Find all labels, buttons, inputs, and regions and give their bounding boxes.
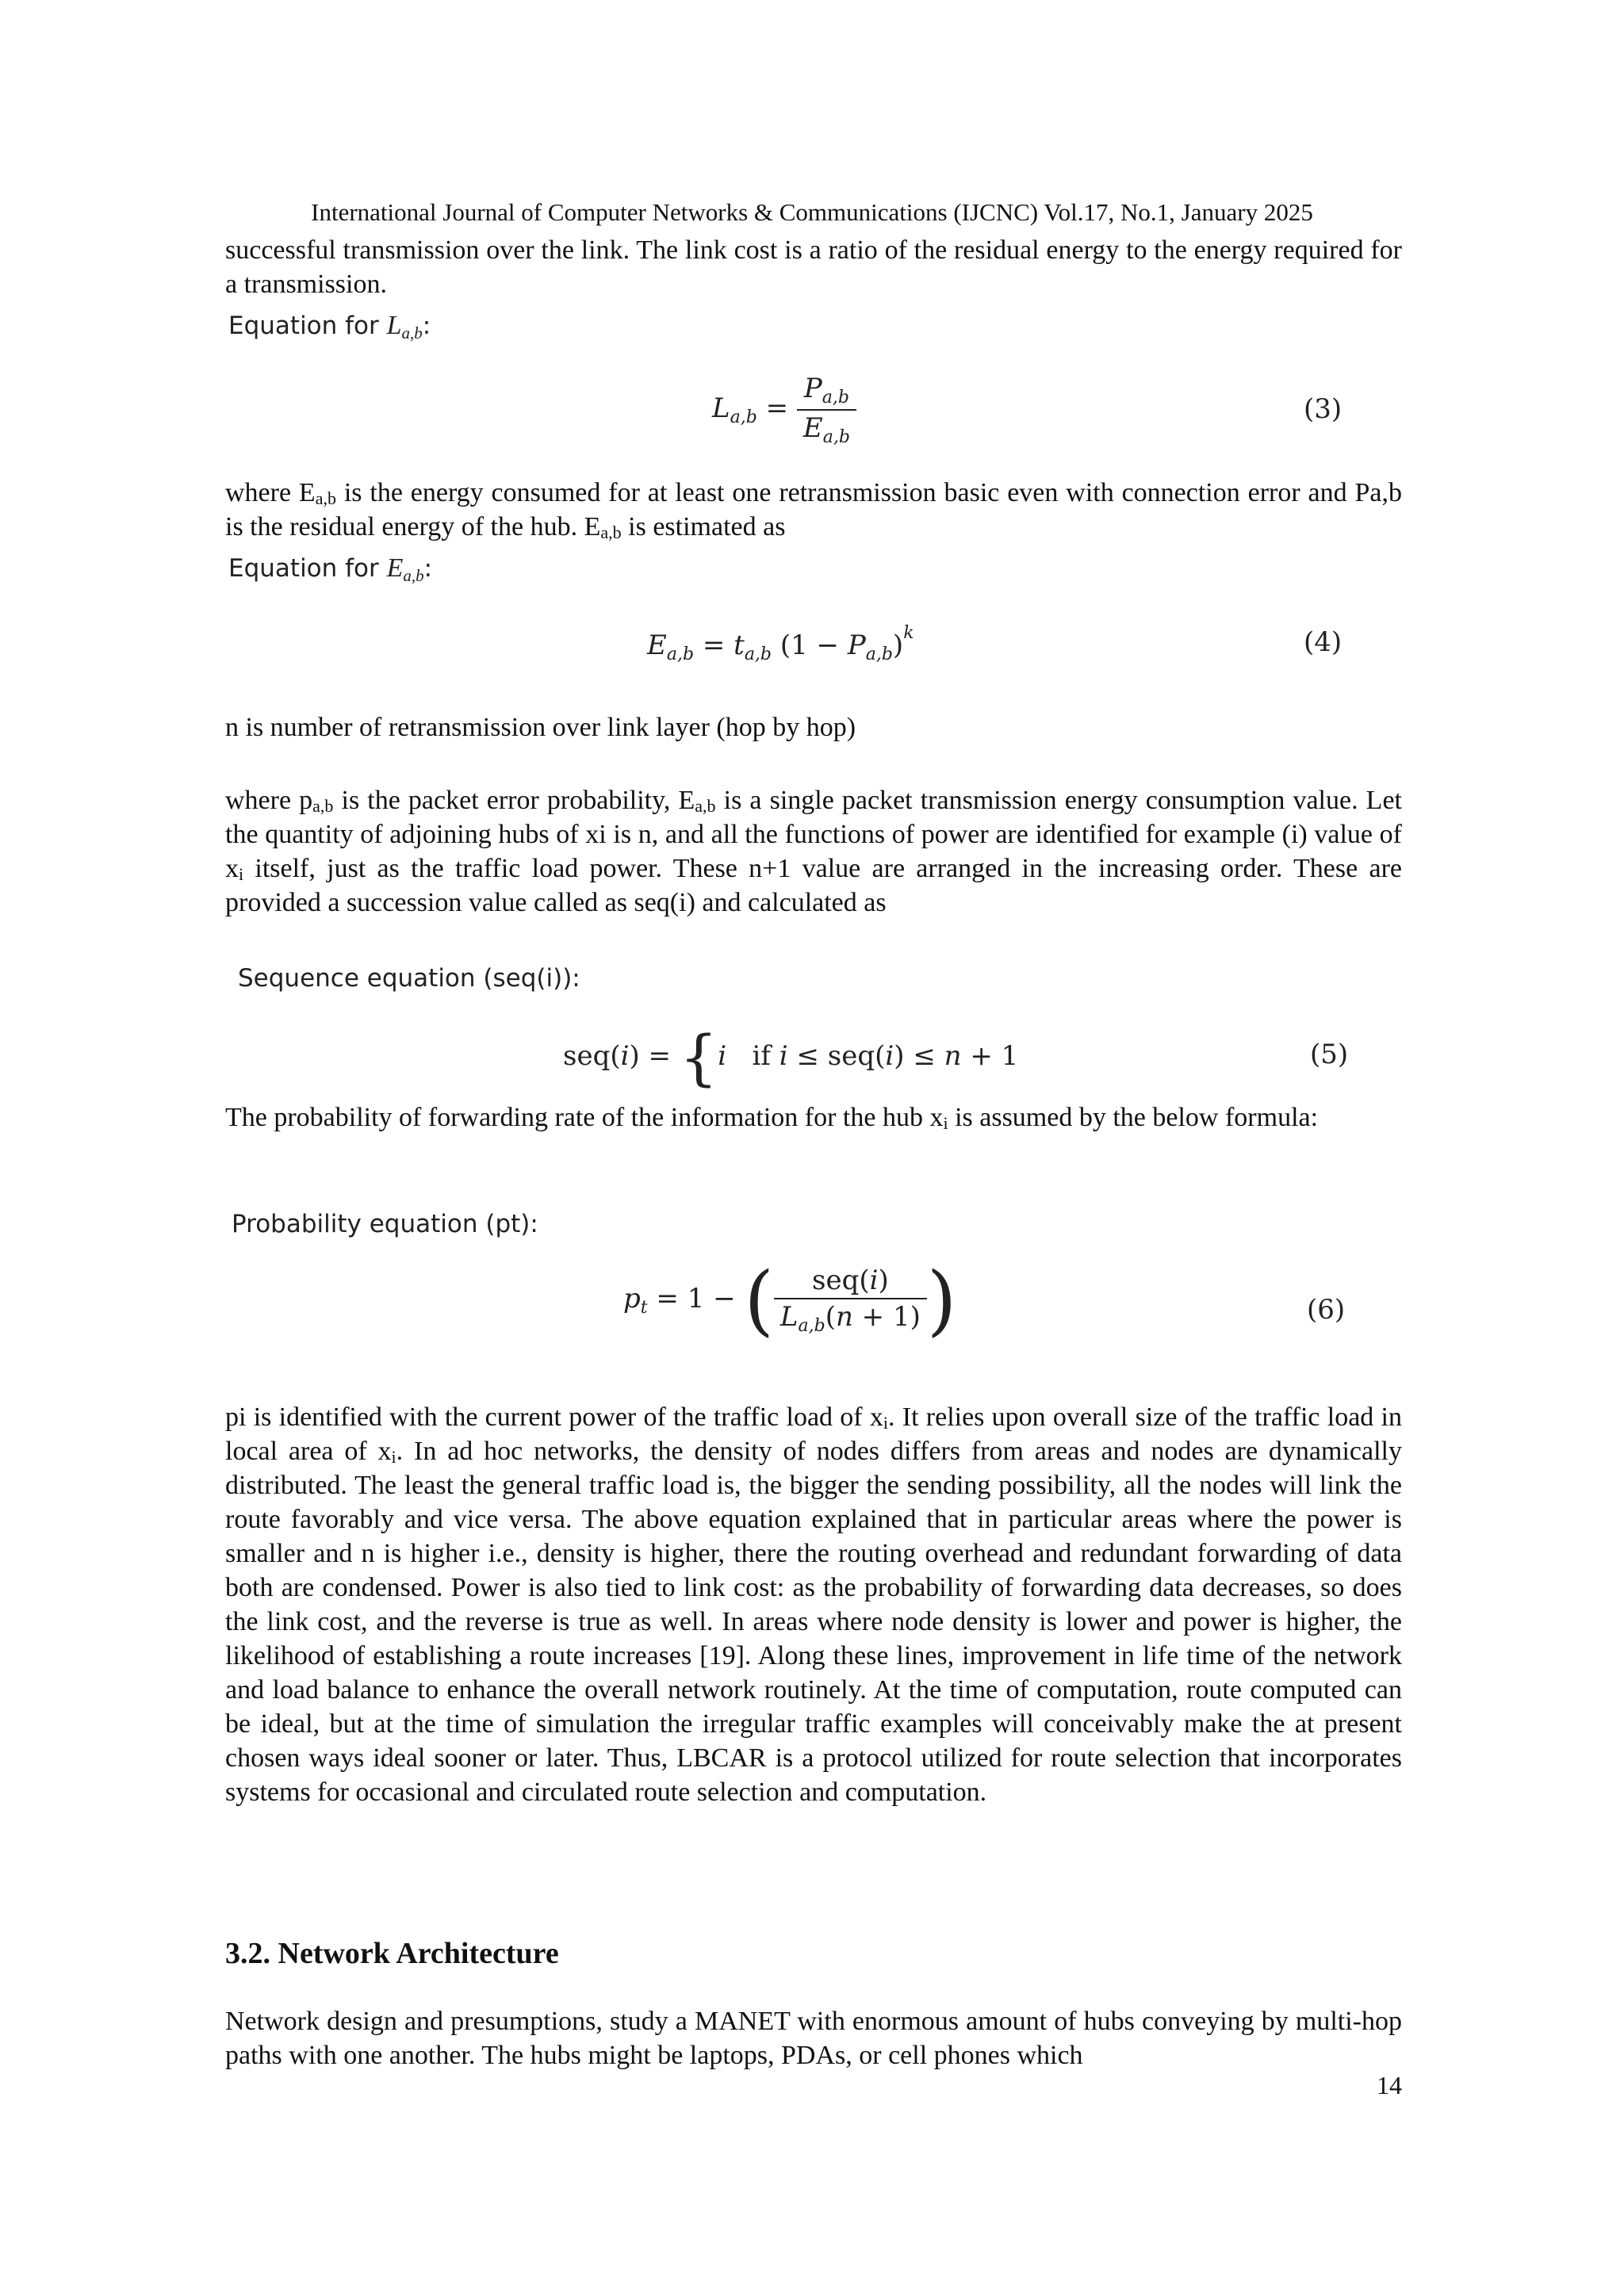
equation-6-formula: $p_t = 1$ − ( $\frac{\text{seq(i)}}{L_{a,b}(n + 1)}$ ) [623, 1256, 957, 1345]
paragraph-energy-consumed: where Ea,b is the energy consumed for at least one retransmission basic even with connection error and Pa,b is the residual energy of the hub. Ea,b is estimated as [225, 478, 1402, 542]
paragraph-network-design: Network design and presumptions, study a MANET with enormous amount of hubs conveying by multi-hop paths with one another. The hubs might be laptops, PDAs, or cell phones which [225, 2007, 1402, 2070]
paragraph-forwarding-rate: The probability of forwarding rate of the information for the hub xi is assumed by the below formula: [225, 1103, 1319, 1133]
section-heading: 3.2. Network Architecture [225, 1937, 559, 1970]
equation-6-label: Probability equation (pt): [232, 1210, 538, 1238]
equation-4-number: (4) [1304, 626, 1342, 658]
page-number: 14 [1377, 2071, 1402, 2099]
equation-4-formula: $E_{a,b} = t_{a,b}$ $(1 - P_{a,b})^k$ [647, 623, 914, 664]
paragraph-link-cost: successful transmission over the link. The link cost is a ratio of the residual energy to the energy required for a transmission. [225, 235, 1402, 299]
paragraph-traffic-load: pi is identified with the current power of the traffic load of xi. It relies upon overall size of the traffic load in local area of xi. In ad hoc networks, the density of nodes differs from areas and nodes are dynamically distributed. The least the general traffic load is, the bigger the sending possibility, all the nodes will link the route favorably and vice versa. The above equation explained that in particular areas where the power is smaller and n is higher i.e., density is higher, there the routing overhead and redundant forwarding of data both are condensed. Power is also tied to link cost: as the probability of forwarding data decreases, so does the link cost, and the reverse is true as well. In areas where node density is lower and power is higher, the likelihood of establishing a route increases [19]. Along these lines, improvement in life time of the network and load balance to enhance the overall network routinely. At the time of computation, route computed can be ideal, but at the time of simulation the irregular traffic examples will conceivably make the at present chosen ways ideal sooner or later. Thus, LBCAR is a protocol utilized for route selection that incorporates systems for occasional and circulated route selection and computation. [225, 1402, 1402, 1807]
paragraph-retransmission: n is number of retransmission over link layer (hop by hop) [225, 713, 856, 742]
equation-4-label: Equation for Ea,b: [228, 553, 433, 585]
equation-6-number: (6) [1307, 1294, 1346, 1326]
equation-3-formula: $L_{a,b}$ = $\frac{P_{a,b}}{E_{a,b}}$ [712, 371, 856, 449]
equation-5-label: Sequence equation (seq(i)): [238, 964, 580, 993]
equation-3-label: Equation for La,b: [228, 311, 431, 342]
equation-5-number: (5) [1310, 1039, 1349, 1070]
equation-3-number: (3) [1304, 393, 1342, 425]
running-header: International Journal of Computer Networks & Communications (IJCNC) Vol.17, No.1, January 2025 [311, 198, 1313, 226]
equation-5-formula: seq(i) = {i if i ≤ seq(i) ≤ n + 1 [563, 1022, 1019, 1093]
paragraph-packet-error: where pa,b is the packet error probability, Ea,b is a single packet transmission energy consumption value. Let the quantity of adjoining hubs of xi is n, and all the functions of power are identified for example (i) value of xi itself, just as the traffic load power. These n+1 value are arranged in the increasing order. These are provided a succession value called as seq(i) and calculated as [225, 786, 1402, 917]
